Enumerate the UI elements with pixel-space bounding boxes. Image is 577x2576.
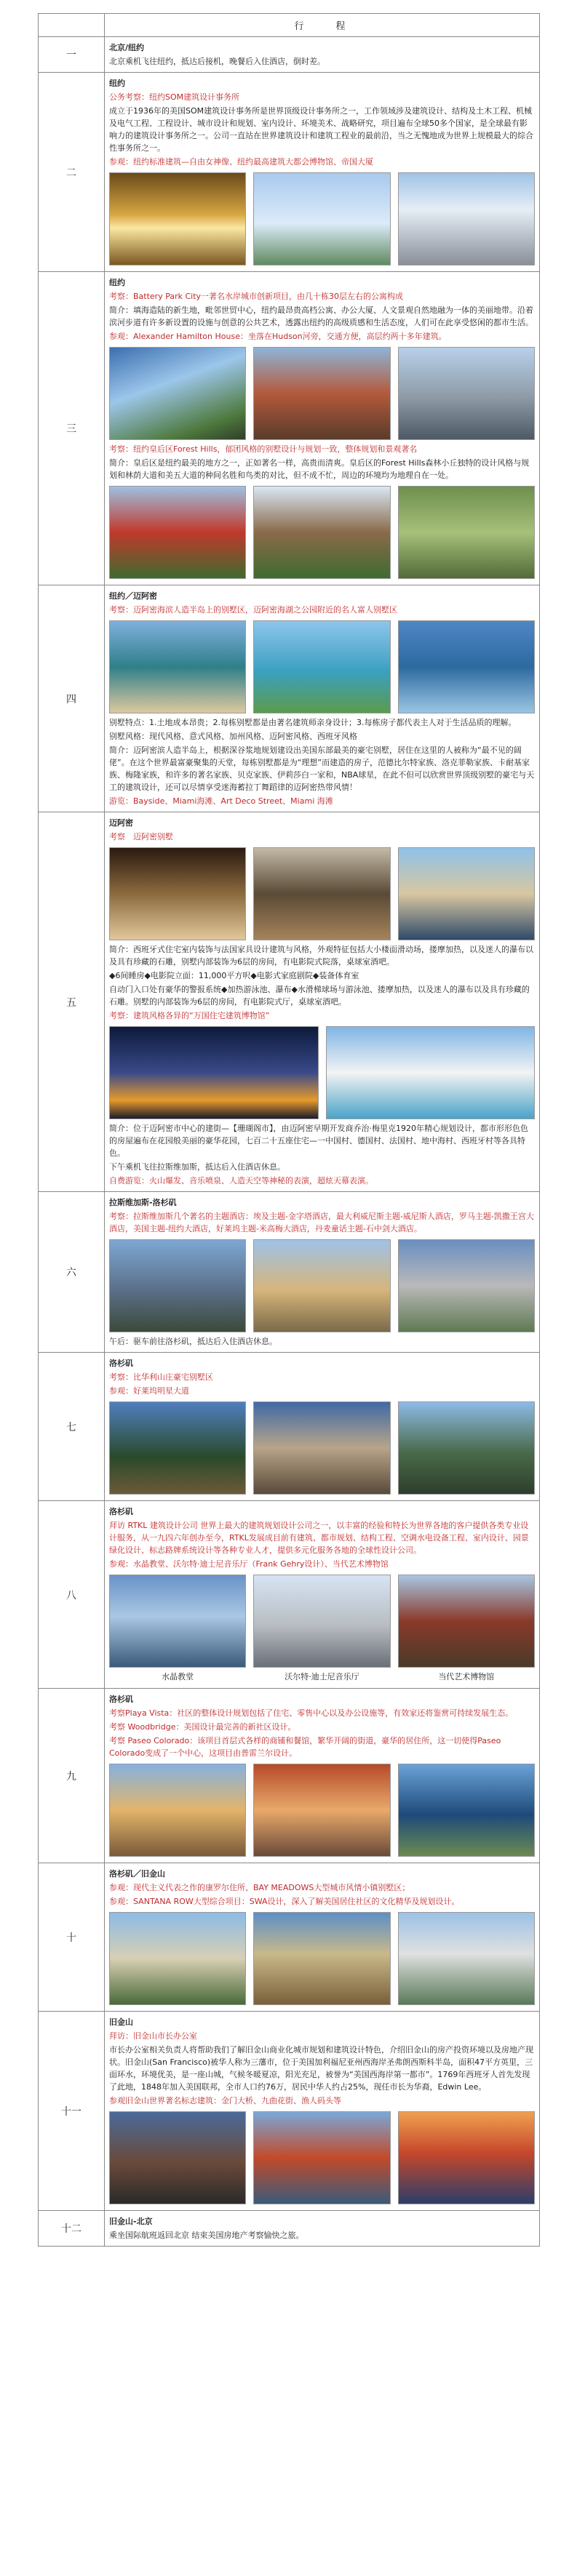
day-route: 北京/纽约 bbox=[109, 43, 145, 52]
day-content bbox=[105, 812, 540, 1192]
photo-row bbox=[109, 1026, 535, 1119]
day-content bbox=[105, 1353, 540, 1501]
day-line: 考察：Battery Park City一著名水岸城市创新项目，由几十栋30层左右的公寓构成 bbox=[109, 292, 404, 301]
photo-row bbox=[109, 1912, 535, 2005]
day-content bbox=[105, 73, 540, 272]
photo bbox=[253, 847, 390, 940]
photo bbox=[398, 1912, 535, 2005]
photo bbox=[109, 172, 246, 265]
photo-row bbox=[109, 620, 535, 713]
day-route: 纽约 bbox=[109, 278, 125, 287]
photo bbox=[109, 486, 246, 579]
photo-caption: 沃尔特·迪士尼音乐厅 bbox=[284, 1672, 359, 1681]
photo bbox=[398, 2111, 535, 2204]
day-row bbox=[39, 1501, 540, 1689]
extra-line: 考察：纽约皇后区Forest Hills，郁团风格的别墅设计与规划一致，整体规划和景观著名 bbox=[109, 444, 418, 454]
day-route: 洛杉矶／旧金山 bbox=[109, 1869, 165, 1879]
photo-row bbox=[109, 172, 535, 265]
photo bbox=[398, 347, 535, 440]
photo bbox=[109, 1912, 246, 2005]
photo bbox=[398, 1401, 535, 1495]
day-number: 六 bbox=[39, 1192, 105, 1353]
day-line: 拜访 RTKL 建筑设计公司 世界上最大的建筑规划设计公司之一，以丰富的经验和特长为世界各地的客户提供各类专业设计服务，从一九四六年创办至今，RTKL发展成目前有建筑、都市规划、结构工程、空调水电设备工程、室内设计、园景绿化设计、标志路牌系统设计等各种专业人才，提供多元化服务各地的全球性设计公司。 bbox=[109, 1521, 529, 1555]
day-route: 旧金山 bbox=[109, 2017, 133, 2027]
day-row bbox=[39, 585, 540, 812]
photo-row bbox=[109, 2111, 535, 2204]
day-route: 拉斯维加斯-洛杉矶 bbox=[109, 1198, 177, 1207]
photo-caption: 水晶教堂 bbox=[162, 1672, 194, 1681]
extra-line: 简介：皇后区是纽约最美的地方之一，正如著名一样，高贵而清爽。皇后区的Forest Hills森林小丘独特的设计风格与规划和林荫大道和美五大道的种间名胜和鸟类的对比，但不成不忙，周边的环境均为地理自在一处。 bbox=[109, 458, 530, 480]
day-content bbox=[105, 2012, 540, 2211]
day-row bbox=[39, 2211, 540, 2247]
day-line: 乘坐国际航班返回北京 结束美国房地产考察愉快之旅。 bbox=[109, 2231, 304, 2240]
day-number: 三 bbox=[39, 272, 105, 585]
extra-line: 自动门入口处有豪华的警报系统◆加热游泳池、瀑布◆水滑梯球场与游泳池、搂摩加热，以及迷人的瀑布以及具有珍藏的石雕。别墅的内部装饰为6层的房间，有电影院式厅，桌球室酒吧。 bbox=[109, 985, 530, 1007]
photo bbox=[253, 2111, 390, 2204]
day-line: 参观：SANTANA ROW大型综合项目：SWA设计，深入了解美国居住社区的文化精华及规划设计。 bbox=[109, 1897, 460, 1906]
photo bbox=[253, 1575, 390, 1668]
extra-line: 简介：西班牙式住宅室内装饰与法国家具设计建筑与风格，外观特征包括大小楼面滑动场，搂摩加热，以及迷人的瀑布以及具有珍藏的石雕，别墅内部装饰为6层的房间，有电影院式院落，桌球室酒吧。 bbox=[109, 945, 533, 967]
day-row bbox=[39, 272, 540, 585]
day-route: 洛杉矶 bbox=[109, 1507, 133, 1516]
photo-row bbox=[109, 1575, 535, 1668]
day-content bbox=[105, 2211, 540, 2247]
photo bbox=[253, 1401, 390, 1495]
day-number: 四 bbox=[39, 585, 105, 812]
day-line: 参观：水晶教堂、沃尔特·迪士尼音乐厅（Frank Gehry设计）、当代艺术博物馆 bbox=[109, 1559, 389, 1569]
photo bbox=[109, 1026, 319, 1119]
day-number: 一 bbox=[39, 37, 105, 73]
extra2-line: 简介：位于迈阿密市中心的建街—【珊瑚阁市】，由迈阿密早期开发商乔治·梅里克1920年精心规划设计，都市形形色色的房屋遍布在花园般美丽的豪华花园，七百二十五座住宅—一中国村、德国村、法国村、地中海村、西班牙村等各具特色。 bbox=[109, 1124, 528, 1158]
photo bbox=[253, 486, 390, 579]
day-line: 公务考察：纽约SOM建筑设计事务所 bbox=[109, 92, 240, 102]
day-line: 简介：填海造陆的新生地，毗邻世贸中心，纽约最昂贵高档公寓、办公大厦、人文景观自然地融为一体的美丽地带。沿着滨河步道有许多新设置的设施与创意的公共艺术，透露出纽约的高级质感和生活态度，人们可在此享受悠闲的都市生活。 bbox=[109, 305, 533, 327]
day-number: 七 bbox=[39, 1353, 105, 1501]
day-line: 参观：Alexander Hamilton House：坐落在Hudson河旁，交通方便，高层约两十多年建筑。 bbox=[109, 332, 447, 341]
photo bbox=[253, 1764, 390, 1857]
day-number: 五 bbox=[39, 812, 105, 1192]
day-line: 参观：现代主义代表之作的康罗尔住所、BAY MEADOWS大型城市风情小镇别墅区； bbox=[109, 1883, 410, 1892]
day-route: 旧金山-北京 bbox=[109, 2217, 153, 2226]
day-line: 市长办公室相关负责人将帮助我们了解旧金山商业化城市规划和建筑设计特色，介绍旧金山的房产投资环境以及房地产现状。旧金山(San Francisco)被华人称为三藩市，位于美国加利福尼亚州西海岸圣弗朗西斯科半岛，面积47平方英里，三面环水，环境优美，是一座山城，气候冬暖夏凉，阳光充足，被誉为“美国西海岸第一都市”。1769年西班牙人首先发现了此地，1848年加入美国联邦，全市人口约76万，居民中华人约占25%，现任市长为华裔，Edwin Lee。 bbox=[109, 2045, 533, 2092]
photo bbox=[253, 172, 390, 265]
day-row bbox=[39, 1353, 540, 1501]
photo-row bbox=[109, 347, 535, 440]
day-number: 八 bbox=[39, 1501, 105, 1689]
day-number: 十一 bbox=[39, 2012, 105, 2211]
day-route: 洛杉矶 bbox=[109, 1695, 133, 1704]
day-number: 九 bbox=[39, 1689, 105, 1863]
day-content bbox=[105, 1689, 540, 1863]
photo bbox=[253, 347, 390, 440]
photo bbox=[253, 1912, 390, 2005]
day-line: 拜访：旧金山市长办公室 bbox=[109, 2031, 197, 2041]
photo bbox=[398, 847, 535, 940]
itinerary-table bbox=[38, 13, 540, 2247]
photo bbox=[109, 1239, 246, 1332]
day-row bbox=[39, 1689, 540, 1863]
day-number: 二 bbox=[39, 73, 105, 272]
day-line: 参观：纽约标准建筑—自由女神像、纽约最高建筑大都会博物馆、帝国大厦 bbox=[109, 157, 373, 167]
day-line: 考察：拉斯维加斯几个著名的主题酒店：埃及主题-金字塔酒店，最大利威尼斯主题-威尼斯人酒店，罗马主题-凯撒王宫大酒店，美国主题-纽约大酒店，好莱坞主题-米高梅大酒店，丹麦童话主题-石中剑大酒店。 bbox=[109, 1212, 534, 1233]
day-content bbox=[105, 585, 540, 812]
header-row bbox=[39, 14, 540, 37]
day-row bbox=[39, 812, 540, 1192]
header-title: 行 程 bbox=[105, 14, 540, 37]
day-row bbox=[39, 2012, 540, 2211]
photo bbox=[109, 347, 246, 440]
extra-line: 午后：驱车前往洛杉矶，抵达后入住酒店休息。 bbox=[109, 1337, 277, 1346]
extra-line: 别墅风格：现代风格、意式风格、加州风格、迈阿密风格、西班牙风格 bbox=[109, 732, 357, 741]
photo bbox=[398, 486, 535, 579]
photo bbox=[398, 620, 535, 713]
photo bbox=[253, 1239, 390, 1332]
day-row bbox=[39, 1192, 540, 1353]
day-route: 迈阿密 bbox=[109, 818, 133, 828]
photo bbox=[398, 1764, 535, 1857]
photo bbox=[109, 2111, 246, 2204]
header-blank-cell bbox=[39, 14, 105, 37]
photo-row bbox=[109, 847, 535, 940]
day-row bbox=[39, 73, 540, 272]
day-line: 考察 迈阿密别墅 bbox=[109, 832, 173, 841]
photo bbox=[253, 620, 390, 713]
extra2-line: 下午乘机飞往拉斯维加斯，抵达后入住酒店休息。 bbox=[109, 1162, 285, 1172]
day-line: 参观：好莱坞明星大道 bbox=[109, 1386, 189, 1396]
day-line: 考察Playa Vista：社区的整体设计规划包括了住宅、零售中心以及办公设施等，有效家还将鉴赏可持续发展生态。 bbox=[109, 1708, 514, 1718]
day-number: 十 bbox=[39, 1863, 105, 2012]
photo bbox=[398, 1239, 535, 1332]
photo bbox=[326, 1026, 536, 1119]
day-line: 考察 Paseo Colorado：该项目首层式各样的商铺和餐馆，繁华开阔的街道，豪华的居住所，这一切使得Paseo Colorado变成了一个中心，这项目由普雷兰尔设计。 bbox=[109, 1736, 501, 1758]
photo-caption: 当代艺术博物馆 bbox=[438, 1672, 495, 1681]
day-route: 纽约 bbox=[109, 79, 125, 88]
photo-captions bbox=[109, 1671, 535, 1682]
photo bbox=[398, 1575, 535, 1668]
day-content bbox=[105, 1863, 540, 2012]
photo bbox=[109, 1401, 246, 1495]
photo-row bbox=[109, 1764, 535, 1857]
photo-row bbox=[109, 486, 535, 579]
day-content bbox=[105, 272, 540, 585]
day-number: 十二 bbox=[39, 2211, 105, 2247]
day-row bbox=[39, 1863, 540, 2012]
photo-row bbox=[109, 1401, 535, 1495]
day-line: 考察：比华利山庄豪宅别墅区 bbox=[109, 1372, 213, 1382]
photo bbox=[398, 172, 535, 265]
day-route: 纽约／迈阿密 bbox=[109, 591, 157, 601]
day-line: 考察：迈阿密海滨人造半岛上的别墅区，迈阿密海湖之公园附近的名人富人别墅区 bbox=[109, 605, 397, 615]
day-row bbox=[39, 37, 540, 73]
day-line: 成立于1936年的美国SOM建筑设计事务所是世界顶级设计事务所之一，工作领域涉及建筑设计、结构及土木工程、机械及电气工程、工程设计、城市设计和规划、室内设计、环境美术、战略研究，项目遍布全球50多个国家，是全球最有影响力的建筑设计事务所之一。公司一直站在世界建筑设计和建筑工程业的最前沿，当之无愧地成为世界上规模最大的综合性事务所之一。 bbox=[109, 106, 533, 153]
day-line: 参观旧金山世界著名标志建筑：金门大桥、九曲花街、渔人码头等 bbox=[109, 2096, 341, 2105]
day-content bbox=[105, 1501, 540, 1689]
photo bbox=[109, 847, 246, 940]
day-line: 考察 Woodbridge：美国设计最完善的新社区设计。 bbox=[109, 1722, 296, 1732]
extra-line: 简介：迈阿密滨人造半岛上，根据深谷浆地规划建设出美国东部最美的豪宅别墅，居住在这里的人被称为“最不见的阔佬”。在这个世界最富豪聚集的天堂，每栋别墅都是为“理想”而建造的房子，范德比尔特家族、洛克菲勒家族、卡耐基家族、梅隆家族，和许多的著名家族、贝克家族、伊莉莎白一家和，NBA球星，在此不但可以欣赏世界顶级别墅的豪宅与天工的建筑设计，还可以尽情享受迷海蓄拉丁舞蹈律的迈阿密热带风情！ bbox=[109, 745, 535, 792]
day-line: 北京乘机飞往纽约，抵达后接机，晚餐后入住酒店，倒时差。 bbox=[109, 57, 325, 66]
day-content bbox=[105, 37, 540, 73]
extra-line: 游览：Bayside、Miami海滩、Art Deco Street、Miami 海滩 bbox=[109, 796, 333, 806]
photo bbox=[109, 1764, 246, 1857]
day-route: 洛杉矶 bbox=[109, 1359, 133, 1368]
extra-line: 考察：建筑风格各异的“万国住宅建筑博物馆” bbox=[109, 1011, 270, 1020]
photo bbox=[109, 1575, 246, 1668]
photo bbox=[109, 620, 246, 713]
extra-line: 别墅特点：1.土地成本昂贵；2.每栋别墅都是由著名建筑师亲身设计；3.每栋房子都代表主人对于生活品质的理解。 bbox=[109, 718, 517, 727]
extra2-line: 自费游览：火山爆发、音乐喷泉、人造天空等神秘的表演，超炫天幕表演。 bbox=[109, 1176, 373, 1185]
photo-row bbox=[109, 1239, 535, 1332]
day-content bbox=[105, 1192, 540, 1353]
extra-line: ◆6间睡房◆电影院立面：11,000平方呎◆电影式家庭剧院◆装备体育室 bbox=[109, 971, 359, 980]
